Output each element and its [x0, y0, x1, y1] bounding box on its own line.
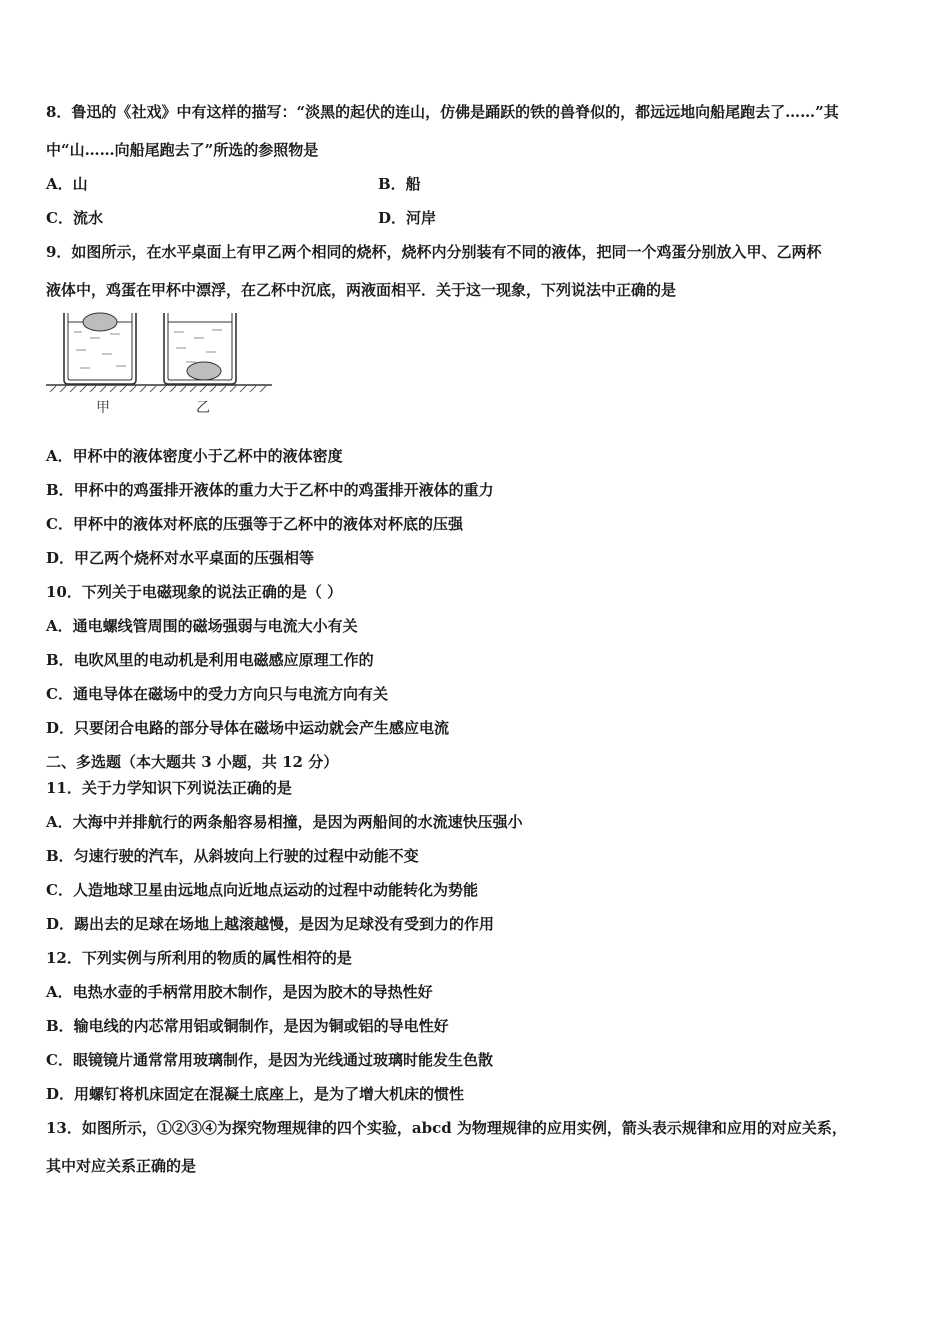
egg-floating [83, 313, 117, 331]
q11-option-c: C．人造地球卫星由远地点向近地点运动的过程中动能转化为势能 [46, 881, 478, 899]
q12-option-d: D．用螺钉将机床固定在混凝土底座上，是为了增大机床的惯性 [46, 1085, 465, 1103]
q9-option-a: A．甲杯中的液体密度小于乙杯中的液体密度 [46, 447, 343, 465]
q8-option-c: C．流水 [46, 209, 103, 227]
q8-option-a: A．山 [46, 175, 88, 193]
beaker-jia [64, 313, 136, 384]
q13-stem-line2: 其中对应关系正确的是 [46, 1157, 197, 1175]
q9-stem-line1: 9．如图所示，在水平桌面上有甲乙两个相同的烧杯，烧杯内分别装有不同的液体，把同一个鸡蛋分别放入甲、乙两杯 [46, 243, 822, 261]
q9-option-c: C．甲杯中的液体对杯底的压强等于乙杯中的液体对杯底的压强 [46, 515, 463, 533]
q8-option-b: B．船 [378, 175, 421, 193]
beaker-yi [164, 313, 236, 384]
q9-stem-line2: 液体中，鸡蛋在甲杯中漂浮，在乙杯中沉底，两液面相平．关于这一现象，下列说法中正确的是 [46, 281, 677, 299]
section-title-multi-choice: 二、多选题（本大题共 3 小题，共 12 分） [46, 753, 339, 771]
q11-option-a: A．大海中并排航行的两条船容易相撞，是因为两船间的水流速快压强小 [46, 813, 523, 831]
q9-option-d: D．甲乙两个烧杯对水平桌面的压强相等 [46, 549, 315, 567]
q8-stem-line1: 8．鲁迅的《社戏》中有这样的描写：“淡黑的起伏的连山，仿佛是踊跃的铁的兽脊似的，都远远地向船尾跑去了……”其 [46, 103, 839, 121]
q10-stem: 10．下列关于电磁现象的说法正确的是（ ） [46, 583, 343, 601]
figure-label-yi: 乙 [196, 400, 210, 416]
beakers-figure [46, 308, 276, 418]
q10-option-a: A．通电螺线管周围的磁场强弱与电流大小有关 [46, 617, 358, 635]
q12-option-a: A．电热水壶的手柄常用胶木制作，是因为胶木的导热性好 [46, 983, 433, 1001]
q13-stem-line1: 13．如图所示，①②③④为探究物理规律的四个实验，abcd 为物理规律的应用实例，箭头表示规律和应用的对应关系， [46, 1119, 847, 1137]
q11-stem: 11．关于力学知识下列说法正确的是 [46, 779, 292, 797]
q12-option-c: C．眼镜镜片通常常用玻璃制作，是因为光线通过玻璃时能发生色散 [46, 1051, 493, 1069]
egg-sunk [187, 362, 221, 380]
q8-option-d: D．河岸 [378, 209, 437, 227]
q9-option-b: B．甲杯中的鸡蛋排开液体的重力大于乙杯中的鸡蛋排开液体的重力 [46, 481, 494, 499]
q10-option-d: D．只要闭合电路的部分导体在磁场中运动就会产生感应电流 [46, 719, 450, 737]
q10-option-c: C．通电导体在磁场中的受力方向只与电流方向有关 [46, 685, 388, 703]
figure-label-jia: 甲 [96, 400, 110, 416]
q8-stem-line2: 中“山……向船尾跑去了”所选的参照物是 [46, 141, 319, 159]
q11-option-d: D．踢出去的足球在场地上越滚越慢，是因为足球没有受到力的作用 [46, 915, 495, 933]
q12-option-b: B．输电线的内芯常用铝或铜制作，是因为铜或铝的导电性好 [46, 1017, 449, 1035]
beakers-diagram [46, 308, 276, 418]
q12-stem: 12．下列实例与所利用的物质的属性相符的是 [46, 949, 352, 967]
q11-option-b: B．匀速行驶的汽车，从斜坡向上行驶的过程中动能不变 [46, 847, 419, 865]
q10-option-b: B．电吹风里的电动机是利用电磁感应原理工作的 [46, 651, 374, 669]
